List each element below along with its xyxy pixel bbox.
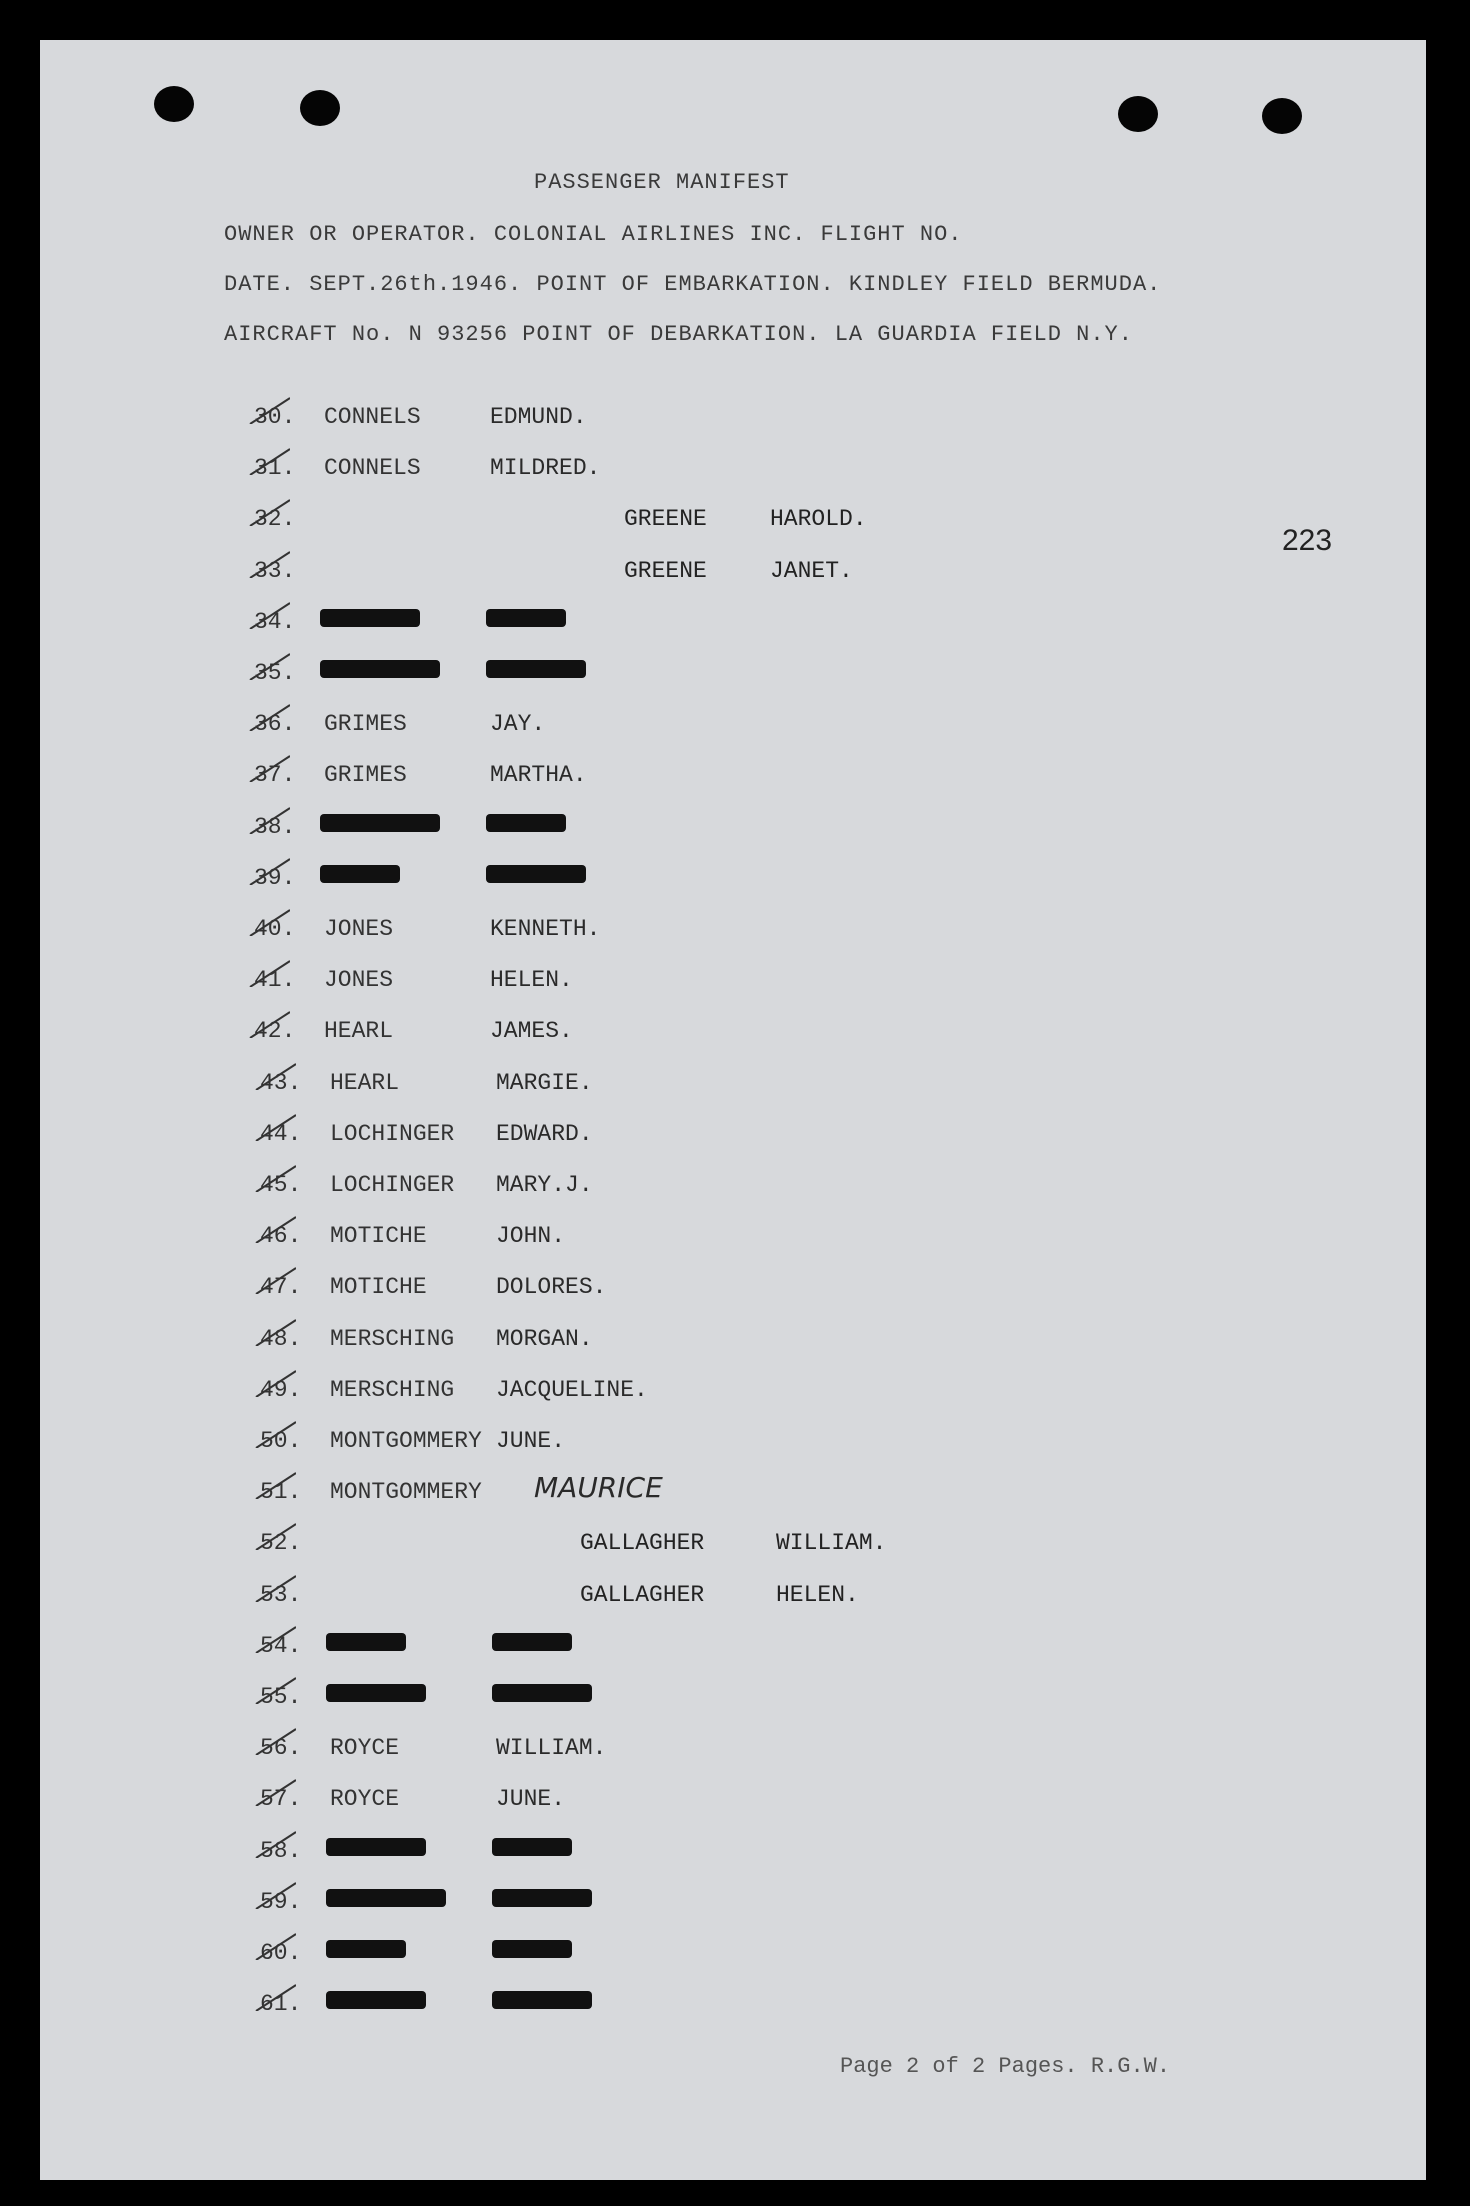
last-name: GRIMES [324,711,407,738]
checkmark-icon [252,1111,296,1141]
redaction-bar [486,814,566,832]
first-name: JAY. [490,711,546,738]
checkmark-icon [252,1879,296,1909]
first-name: KENNETH. [490,916,601,942]
first-name: JACQUELINE. [496,1376,648,1403]
alternate-last-name: GREENE [624,506,707,533]
passenger-number: 56. [260,1735,302,1762]
passenger-row [40,1991,1426,2041]
passenger-row [40,1838,1426,1888]
first-name: MARTHA. [490,762,587,789]
punch-hole-1 [154,86,194,122]
passenger-number: 40. [254,916,296,942]
alternate-first-name: WILLIAM. [776,1530,887,1557]
passenger-row [40,1377,1426,1427]
last-name: ROYCE [330,1735,400,1762]
passenger-number: 54. [260,1632,302,1659]
redaction-bar [492,1838,572,1856]
last-name: MONTGOMMERY [330,1479,482,1506]
passenger-number: 30. [254,404,296,430]
checkmark-icon [246,701,290,731]
redaction-bar [486,660,586,678]
passenger-number: 51. [260,1479,302,1506]
last-name: MERSCHING [330,1325,455,1352]
passenger-number: 37. [254,762,296,789]
passenger-row [40,1121,1426,1171]
redaction-bar [492,1684,592,1702]
first-name: JOHN. [496,1223,566,1250]
redaction-bar [320,660,440,678]
passenger-number: 34. [254,608,296,635]
passenger-row [40,1070,1426,1120]
passenger-number: 39. [254,864,296,891]
passenger-row [40,1326,1426,1376]
last-name: MONTGOMMERY [330,1428,482,1454]
checkmark-icon [246,548,290,578]
last-name: HEARL [324,1018,394,1045]
passenger-row [40,1172,1426,1222]
checkmark-icon [252,1469,296,1499]
checkmark-icon [246,445,290,475]
redaction-bar [326,1889,446,1907]
alternate-first-name: JANET. [770,557,853,584]
checkmark-icon [246,599,290,629]
first-name: WILLIAM. [496,1735,607,1762]
checkmark-icon [246,394,290,424]
header-owner-line: OWNER OR OPERATOR. COLONIAL AIRLINES INC. FLIGHT NO. [224,222,963,247]
passenger-row [40,1471,1426,1529]
passenger-row [40,1428,1426,1478]
alternate-first-name: HAROLD. [770,506,867,533]
last-name: ROYCE [330,1786,400,1813]
last-name: MERSCHING [330,1376,455,1403]
redaction-bar [326,1684,426,1702]
passenger-row [40,1940,1426,1990]
passenger-number: 53. [260,1581,302,1608]
checkmark-icon [252,1981,296,2011]
checkmark-icon [246,752,290,782]
passenger-number: 38. [254,813,296,840]
passenger-number: 48. [260,1325,302,1352]
checkmark-icon [252,1264,296,1294]
passenger-number: 33. [254,557,296,584]
passenger-number: 41. [254,967,296,994]
first-name: EDWARD. [496,1120,593,1147]
last-name: LOCHINGER [330,1120,455,1147]
checkmark-icon [252,1572,296,1602]
passenger-row [40,1786,1426,1836]
last-name: CONNELS [324,455,421,482]
redaction-bar [492,1889,592,1907]
passenger-number: 52. [260,1530,302,1557]
checkmark-icon [252,1316,296,1346]
checkmark-icon [246,855,290,885]
last-name: JONES [324,967,394,994]
last-name: MOTICHE [330,1223,427,1250]
last-name: JONES [324,916,394,942]
first-name: JUNE. [496,1428,566,1454]
passenger-number: 32. [254,506,296,533]
last-name: HEARL [330,1069,400,1096]
punch-hole-2 [300,90,340,126]
passenger-number: 43. [260,1069,302,1096]
redaction-bar [326,1991,426,2009]
last-name: MOTICHE [330,1274,427,1301]
page-number: 223 [1282,524,1333,557]
redaction-bar [326,1633,406,1651]
alternate-last-name: GREENE [624,557,707,584]
redaction-bar [326,1940,406,1958]
passenger-number: 36. [254,711,296,738]
passenger-number: 42. [254,1018,296,1045]
passenger-row [40,1684,1426,1734]
page-footer: Page 2 of 2 Pages. R.G.W. [840,2054,1171,2079]
checkmark-icon [252,1674,296,1704]
redaction-bar [492,1991,592,2009]
redaction-bar [486,865,586,883]
passenger-number: 61. [260,1991,302,2018]
first-name: HELEN. [490,967,573,994]
passenger-number: 35. [254,660,296,686]
passenger-number: 60. [260,1940,302,1966]
checkmark-icon [246,650,290,680]
header-aircraft-line: AIRCRAFT No. N 93256 POINT OF DEBARKATION. LA GUARDIA FIELD N.Y. [224,322,1133,347]
checkmark-icon [252,1162,296,1192]
checkmark-icon [252,1725,296,1755]
first-name: MILDRED. [490,455,601,482]
first-name: MAURICE [534,1471,663,1505]
first-name: EDMUND. [490,404,587,430]
passenger-number: 31. [254,455,296,482]
passenger-number: 57. [260,1786,302,1813]
checkmark-icon [252,1367,296,1397]
checkmark-icon [246,804,290,834]
manifest-title: PASSENGER MANIFEST [534,170,790,195]
redaction-bar [486,609,566,627]
checkmark-icon [252,1060,296,1090]
passenger-number: 45. [260,1172,302,1198]
passenger-row [40,1223,1426,1273]
last-name: CONNELS [324,404,421,430]
checkmark-icon [246,957,290,987]
checkmark-icon [252,1930,296,1960]
passenger-row [40,1018,1426,1068]
last-name: GRIMES [324,762,407,789]
redaction-bar [320,609,420,627]
passenger-row [40,1889,1426,1939]
passenger-number: 44. [260,1120,302,1147]
checkmark-icon [252,1418,296,1448]
first-name: JAMES. [490,1018,573,1045]
passenger-row [40,1274,1426,1324]
passenger-number: 58. [260,1837,302,1864]
alternate-last-name: GALLAGHER [580,1530,705,1557]
first-name: DOLORES. [496,1274,607,1301]
passenger-row [40,1582,1426,1632]
first-name: MARY.J. [496,1172,593,1198]
manifest-page [40,40,1426,2180]
alternate-first-name: HELEN. [776,1581,859,1608]
redaction-bar [492,1633,572,1651]
first-name: JUNE. [496,1786,566,1813]
last-name: LOCHINGER [330,1172,455,1198]
checkmark-icon [246,496,290,526]
checkmark-icon [246,906,290,936]
alternate-last-name: GALLAGHER [580,1581,705,1608]
checkmark-icon [252,1776,296,1806]
punch-hole-4 [1262,98,1302,134]
checkmark-icon [252,1828,296,1858]
passenger-number: 50. [260,1428,302,1454]
checkmark-icon [252,1623,296,1653]
redaction-bar [320,814,440,832]
checkmark-icon [252,1213,296,1243]
redaction-bar [492,1940,572,1958]
passenger-number: 47. [260,1274,302,1301]
checkmark-icon [252,1520,296,1550]
checkmark-icon [246,1008,290,1038]
passenger-number: 46. [260,1223,302,1250]
passenger-number: 59. [260,1888,302,1915]
passenger-row [40,1633,1426,1683]
passenger-number: 55. [260,1684,302,1710]
punch-hole-3 [1118,96,1158,132]
first-name: MARGIE. [496,1069,593,1096]
header-date-line: DATE. SEPT.26th.1946. POINT OF EMBARKATION. KINDLEY FIELD BERMUDA. [224,272,1162,297]
redaction-bar [320,865,400,883]
first-name: MORGAN. [496,1325,593,1352]
passenger-row [40,1735,1426,1785]
passenger-number: 49. [260,1376,302,1403]
redaction-bar [326,1838,426,1856]
passenger-row [40,1530,1426,1580]
